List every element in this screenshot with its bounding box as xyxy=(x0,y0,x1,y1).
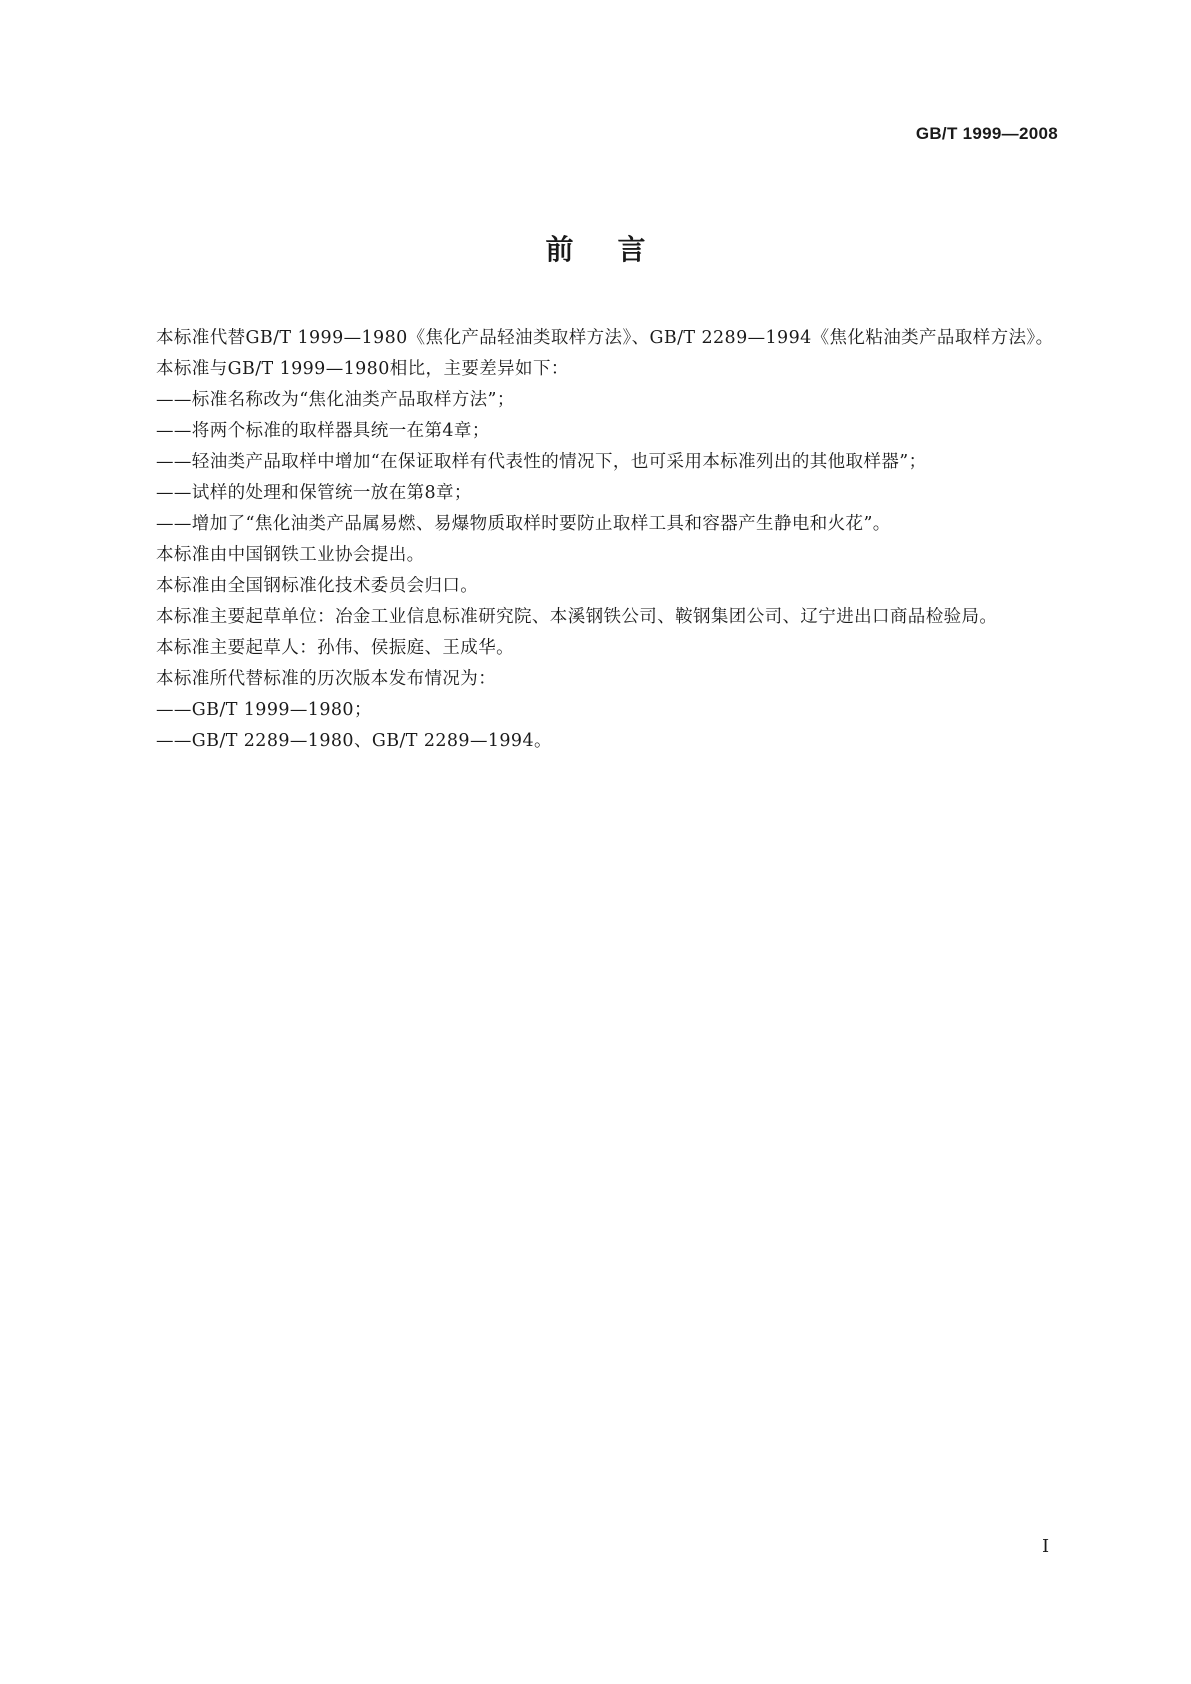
paragraph-version-history: 本标准所代替标准的历次版本发布情况为： xyxy=(156,669,497,689)
list-item-difference: ——增加了“焦化油类产品属易燃、易爆物质取样时要防止取样工具和容器产生静电和火花”。 xyxy=(156,514,891,534)
paragraph-replaces: 本标准代替GB/T 1999—1980《焦化产品轻油类取样方法》、GB/T 2289—1994《焦化粘油类产品取样方法》。 xyxy=(156,328,1054,348)
standard-code: GB/T 1999—2008 xyxy=(915,124,1058,143)
paragraph-committee: 本标准由全国钢标准化技术委员会归口。 xyxy=(156,576,479,596)
page-title: 前言 xyxy=(545,233,690,266)
paragraph-differences-intro: 本标准与GB/T 1999—1980相比，主要差异如下： xyxy=(156,359,569,379)
list-item-difference: ——轻油类产品取样中增加“在保证取样有代表性的情况下，也可采用本标准列出的其他取样器”； xyxy=(156,452,927,472)
list-item-version: ——GB/T 2289—1980、GB/T 2289—1994。 xyxy=(156,731,552,751)
page-number: I xyxy=(1042,1536,1050,1557)
list-item-version: ——GB/T 1999—1980； xyxy=(156,700,372,720)
paragraph-drafting-units: 本标准主要起草单位：冶金工业信息标准研究院、本溪钢铁公司、鞍钢集团公司、辽宁进出口商品检验局。 xyxy=(156,607,998,627)
document-body xyxy=(121,323,1067,757)
list-item-difference: ——试样的处理和保管统一放在第8章； xyxy=(156,483,472,503)
list-item-difference: ——将两个标准的取样器具统一在第4章； xyxy=(156,421,490,441)
paragraph-drafters: 本标准主要起草人：孙伟、侯振庭、王成华。 xyxy=(156,638,514,658)
paragraph-proposer: 本标准由中国钢铁工业协会提出。 xyxy=(156,545,425,565)
list-item-difference: ——标准名称改为“焦化油类产品取样方法”； xyxy=(156,390,515,410)
